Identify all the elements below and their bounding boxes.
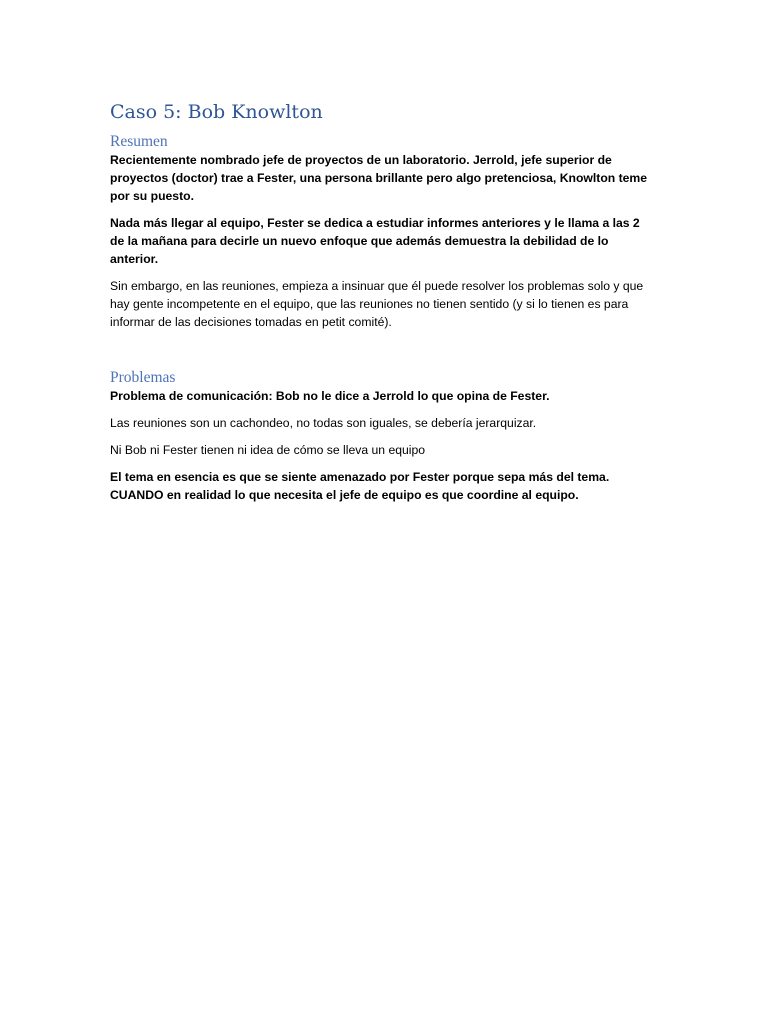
- paragraph: Nada más llegar al equipo, Fester se dedica a estudiar informes anteriores y le llama a las 2 de la mañana para decirle un nuevo enfoque que además demuestra la debilidad de lo anterior.: [110, 216, 640, 266]
- paragraph: Las reuniones son un cachondeo, no todas son iguales, se debería jerarquizar.: [110, 416, 537, 430]
- section-heading-problemas: Problemas: [110, 369, 176, 386]
- section-problemas: [110, 369, 655, 504]
- paragraph: Recientemente nombrado jefe de proyectos de un laboratorio. Jerrold, jefe superior de proyectos (doctor) trae a Fester, una persona brillante pero algo pretenciosa, Knowlton teme por su puesto.: [110, 153, 648, 203]
- document-body: [110, 99, 655, 513]
- paragraph: El tema en esencia es que se siente amenazado por Fester porque sepa más del tema. CUANDO en realidad lo que necesita el jefe de equipo es que coordine al equipo.: [110, 470, 610, 502]
- section-spacer: [110, 340, 655, 369]
- section-resumen: [110, 133, 655, 331]
- paragraph: Ni Bob ni Fester tienen ni idea de cómo se lleva un equipo: [110, 443, 426, 457]
- paragraph: Problema de comunicación: Bob no le dice a Jerrold lo que opina de Fester.: [110, 389, 550, 403]
- document-title: Caso 5: Bob Knowlton: [110, 101, 323, 123]
- section-heading-resumen: Resumen: [110, 133, 168, 150]
- paragraph: Sin embargo, en las reuniones, empieza a insinuar que él puede resolver los problemas solo y que hay gente incompetente en el equipo, que las reuniones no tienen sentido (y si lo tienen es para informar de las decisiones tomadas en petit comité).: [110, 279, 644, 329]
